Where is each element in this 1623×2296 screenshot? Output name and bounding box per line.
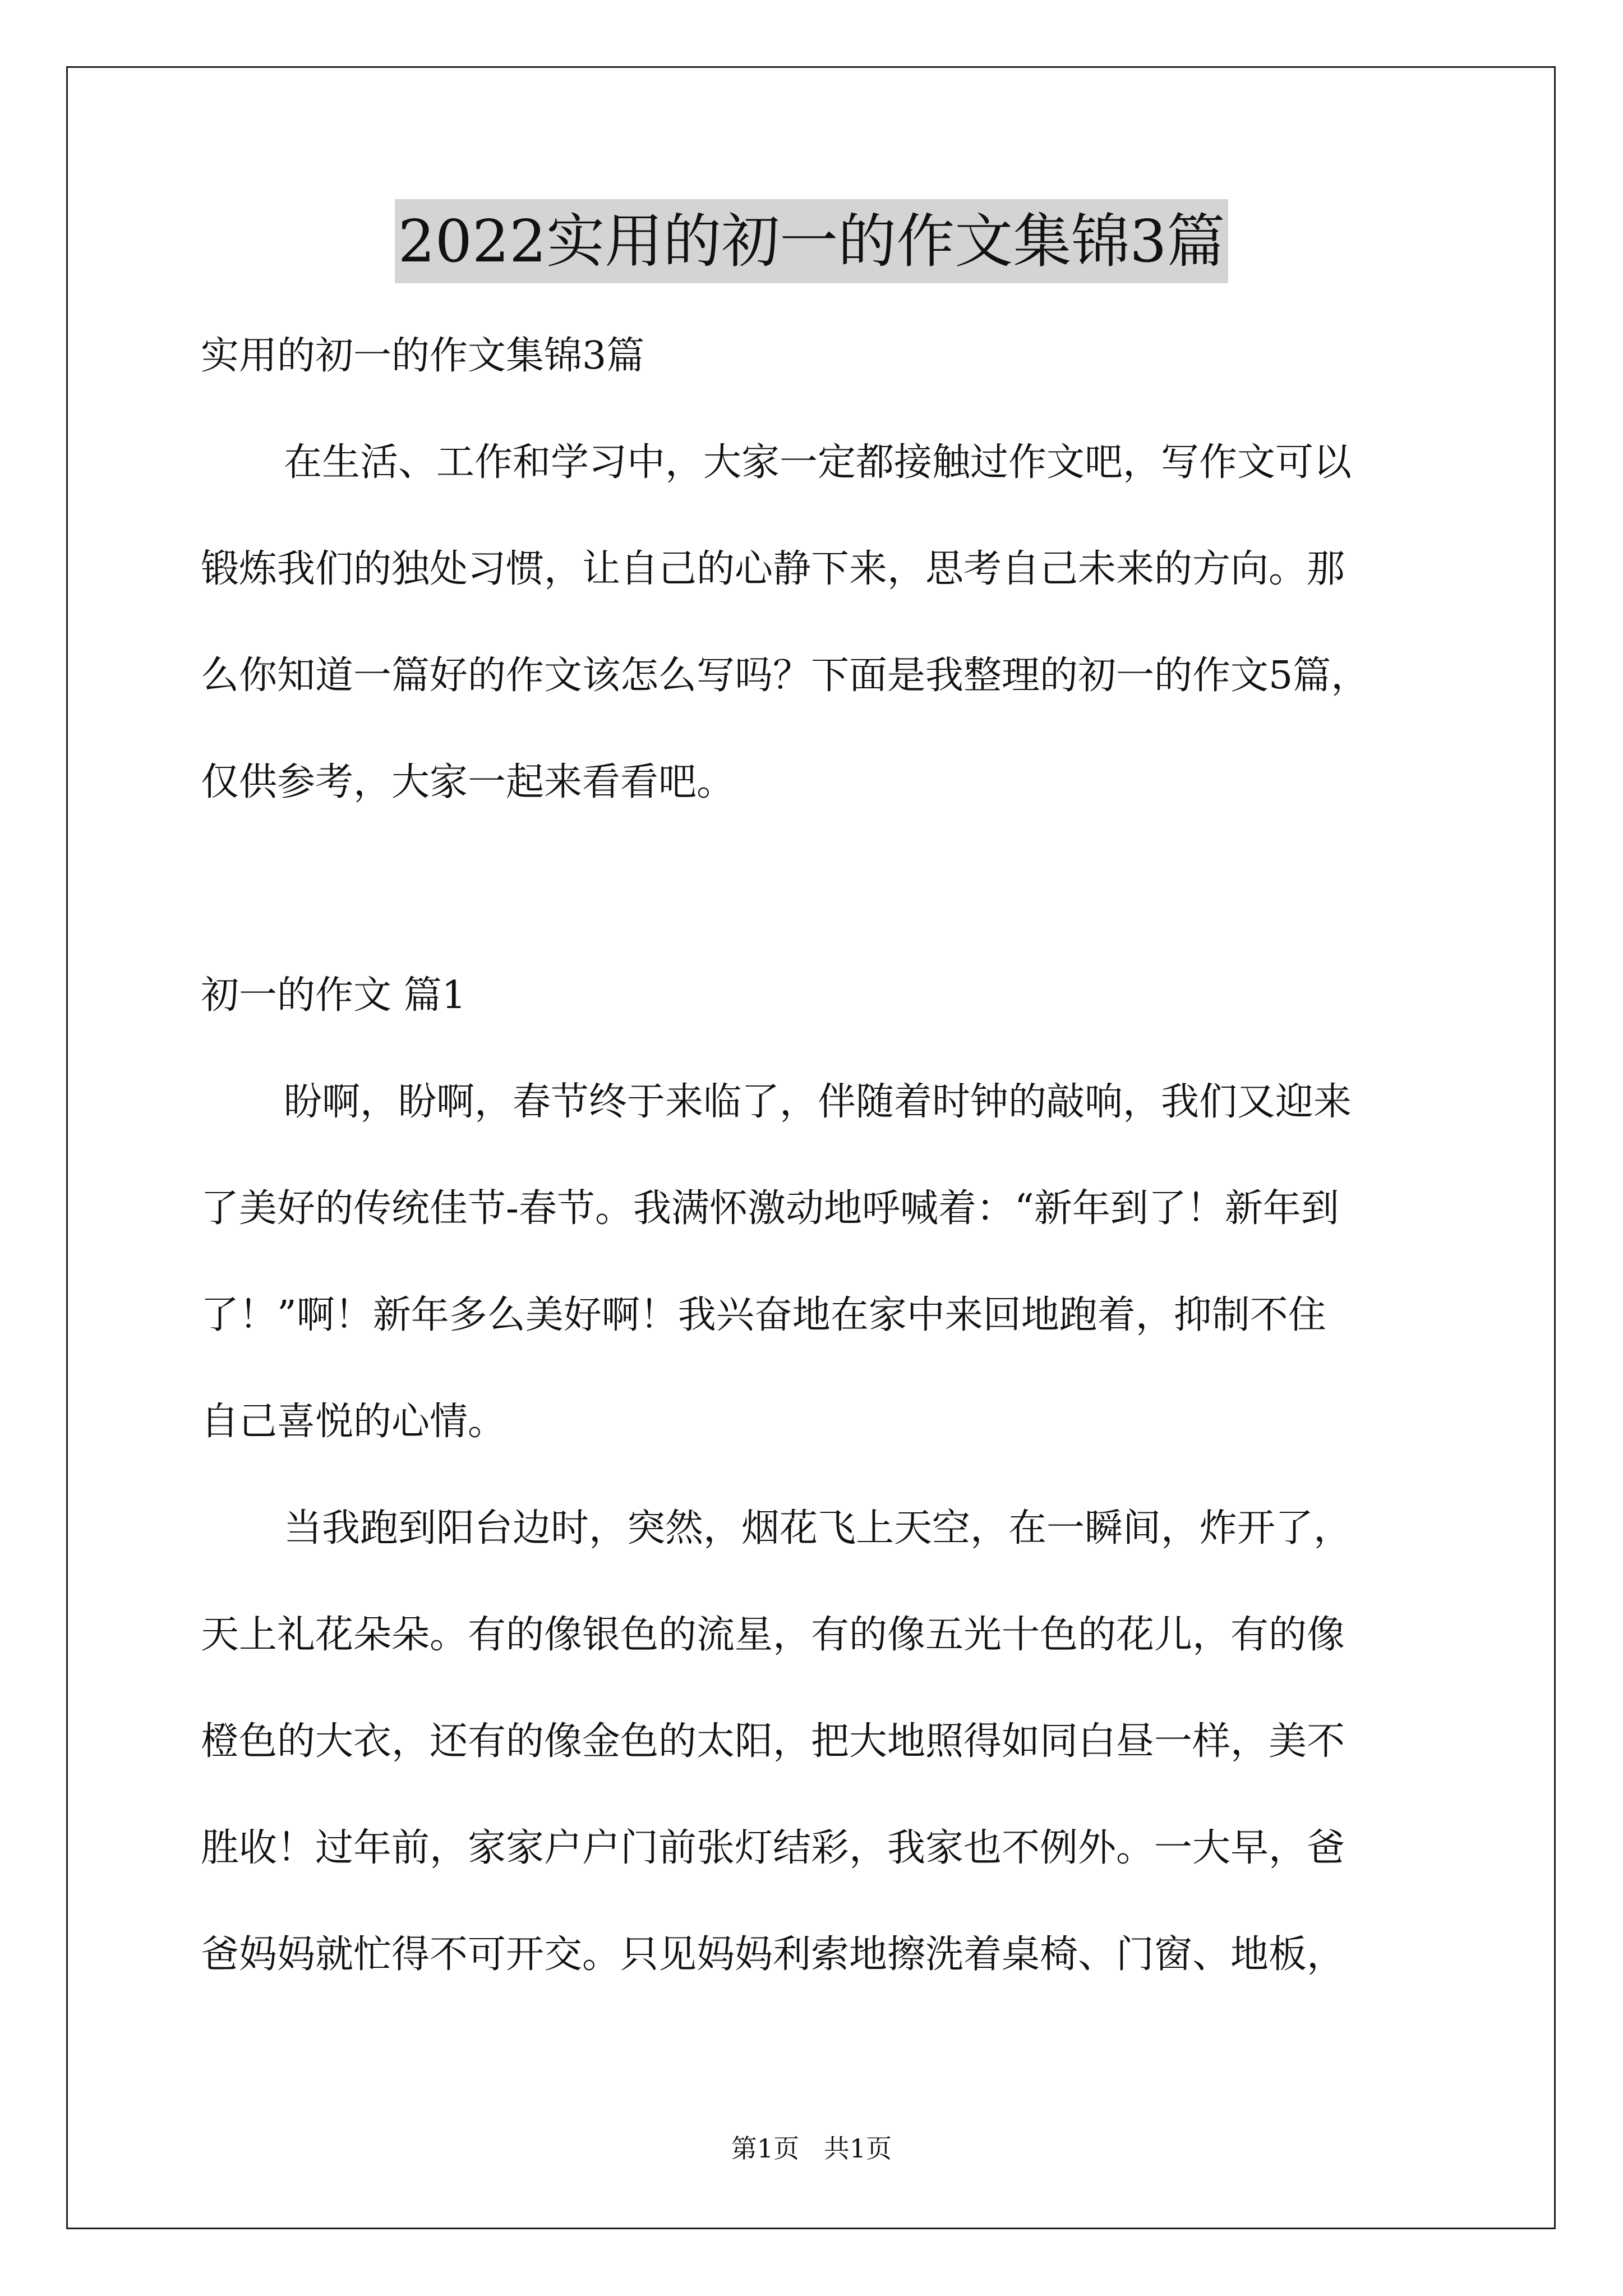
paragraph1-line: 盼啊，盼啊，春节终于来临了，伴随着时钟的敲响，我们又迎来 bbox=[284, 1080, 1352, 1124]
intro-line: 锻炼我们的独处习惯，让自己的心静下来，思考自己未来的方向。那 bbox=[201, 547, 1345, 591]
document-subtitle: 实用的初一的作文集锦3篇 bbox=[201, 334, 645, 378]
intro-line: 在生活、工作和学习中，大家一定都接触过作文吧，写作文可以 bbox=[284, 440, 1352, 485]
paragraph2-line: 天上礼花朵朵。有的像银色的流星，有的像五光十色的花儿，有的像 bbox=[201, 1613, 1345, 1657]
page-footer: 第1页 共1页 bbox=[731, 2133, 892, 2164]
intro-line: 仅供参考，大家一起来看看吧。 bbox=[201, 760, 735, 804]
paragraph1-line: 了！”啊！新年多么美好啊！我兴奋地在家中来回地跑着，抑制不住 bbox=[201, 1293, 1326, 1337]
paragraph-gap bbox=[201, 836, 1468, 942]
paragraph2-line: 橙色的大衣，还有的像金色的太阳，把大地照得如同白昼一样，美不 bbox=[201, 1719, 1345, 1764]
section-heading: 初一的作文 篇1 bbox=[201, 973, 466, 1018]
paragraph2-line: 胜收！过年前，家家户户门前张灯结彩，我家也不例外。一大早，爸 bbox=[201, 1826, 1345, 1870]
paragraph2-line: 当我跑到阳台边时，突然，烟花飞上天空，在一瞬间，炸开了， bbox=[284, 1506, 1352, 1550]
title-container bbox=[0, 199, 1623, 283]
paragraph1-line: 自己喜悦的心情。 bbox=[201, 1400, 506, 1444]
document-body bbox=[201, 303, 1468, 2008]
document-title: 2022实用的初一的作文集锦3篇 bbox=[395, 199, 1229, 283]
paragraph1-line: 了美好的传统佳节-春节。我满怀激动地呼喊着：“新年到了！新年到 bbox=[201, 1186, 1339, 1231]
intro-line: 么你知道一篇好的作文该怎么写吗？下面是我整理的初一的作文5篇， bbox=[201, 654, 1370, 698]
paragraph2-line: 爸妈妈就忙得不可开交。只见妈妈利索地擦洗着桌椅、门窗、地板， bbox=[201, 1932, 1345, 1977]
